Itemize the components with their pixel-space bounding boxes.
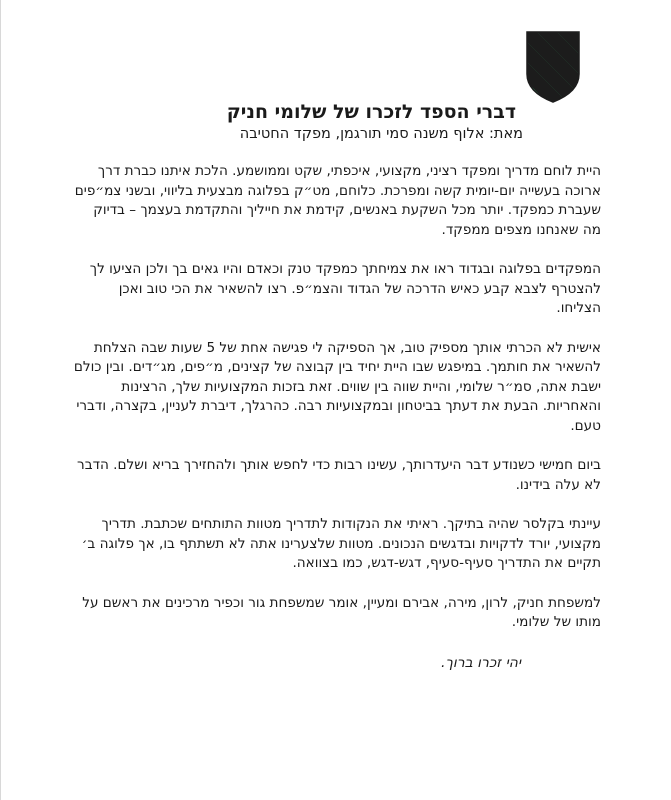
paragraph-2: המפקדים בפלוגה ובגדוד ראו את צמיחתך כמפקד טנק וכאדם והיו גאים בך ולכן הציעו לך להצטרף לצבא קבע כאיש הדרכה של הגדוד והצמ״פ. רצו להשאיר את הכי טוב ואכן הצליחו. bbox=[89, 261, 601, 316]
brigade-shield-emblem bbox=[525, 30, 581, 104]
paragraph-3: אישית לא הכרתי אותך מספיק טוב, אך הספיקה לי פגישה אחת של 5 שעות שבה הצלחת להשאיר את חותמך. במיפגש שבו היית יחיד בין קבוצה של קצינים, מ״פים, מג״דים. ובין כולם ישבת אתה, סמ״ר שלומי, והיית שווה בין שווים. זאת בזכות המקצועיות שלך, הרצינות והאחריות. הבעת את דעתך בביטחון ובמקצועיות רבה. כהרגלך, דיברת לעניין, בקצרה, ודברי טעם. bbox=[73, 339, 601, 434]
document-title: דברי הספד לזכרו של שלומי חניק bbox=[226, 101, 516, 123]
paragraph-5: עיינתי בקלסר שהיה בתיקך. ראיתי את הנקודות לתדריך מטוות התותחים שכתבת. תדריך מקצועי, יורד לדקויות ובדגשים הנכונים. מטוות שלצערינו אתה לא תשתתף בו, אך פלוגה ב׳ תקיים את התדריך סעיף-סעיף, דגש-דגש, כמו בצוואה. bbox=[81, 516, 601, 571]
paragraph-4: ביום חמישי כשנודע דבר היעדרותך, עשינו רבות כדי לחפש אותך ולהחזירך בריא ושלם. הדבר לא עלה בידינו. bbox=[77, 457, 601, 493]
paragraph-6: למשפחת חניק, לרון, מירה, אבירם ומעיין, אומר שמשפחת גור וכפיר מרכינים את ראשם על מותו של שלומי. bbox=[82, 594, 601, 630]
eulogy-content bbox=[71, 100, 601, 673]
paragraph-1: היית לוחם מדריך ומפקד רציני, מקצועי, איכפתי, שקט וממושמע. הלכת איתנו כברת דרך ארוכה בעשייה יום-יומית קשה ומפרכת. כלוחם, מט״ק בפלוגה מבצעית בליווי, ובשני צמ״פים שעברת כמפקד. יותר מכל השקעת באנשים, קידמת את חייליך והתקדמת בעצמך – בדיוק מה שאנחנו מצפים ממפקד. bbox=[74, 163, 601, 238]
author-line: מאת: אלוף משנה סמי תורגמן, מפקד החטיבה bbox=[239, 126, 523, 142]
closing-line: יהי זכרו ברוך. bbox=[440, 654, 521, 671]
